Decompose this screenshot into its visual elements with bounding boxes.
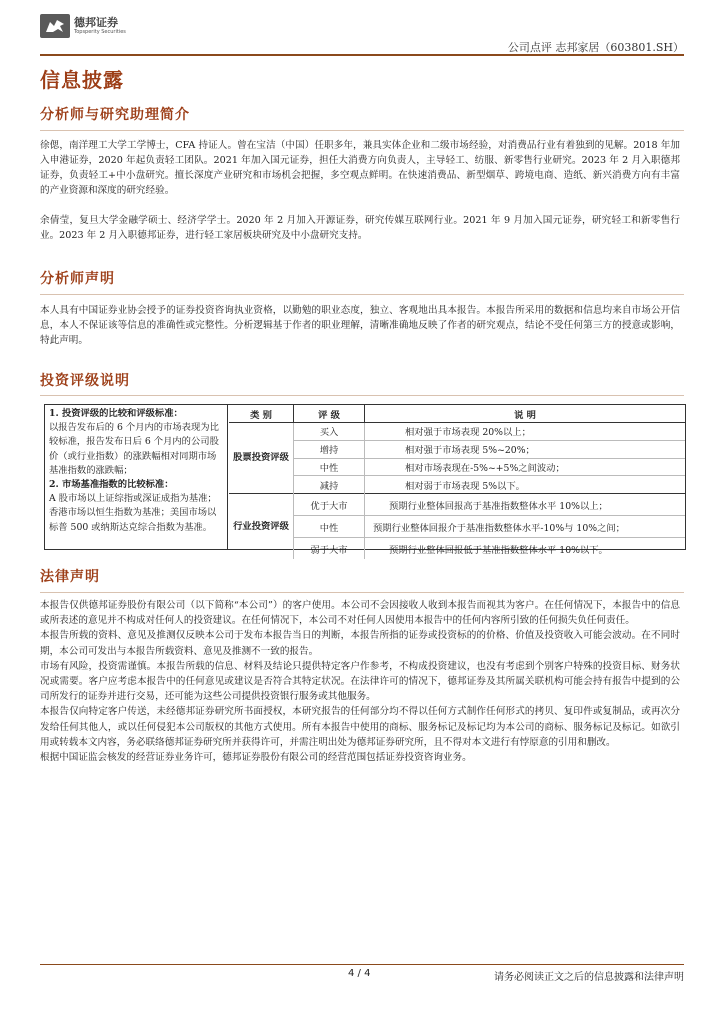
section-divider xyxy=(40,395,684,396)
section-divider xyxy=(40,592,684,593)
footer-note: 请务必阅读正文之后的信息披露和法律声明 xyxy=(494,972,684,983)
company-logo xyxy=(40,14,126,38)
page-header xyxy=(40,12,684,54)
grade-desc: 相对市场表现在-5%~+5%之间波动； xyxy=(365,458,686,476)
footer-divider xyxy=(40,964,684,965)
header-category: 类 别 xyxy=(229,405,294,423)
grade-desc: 预期行业整体回报低于基准指数整体水平 10%以下。 xyxy=(365,538,686,560)
rating-table xyxy=(229,405,685,559)
table-row xyxy=(229,516,685,538)
criteria-text-2: A 股市场以上证综指或深证成指为基准；香港市场以恒生指数为基准；美国市场以标普 500 或纳斯达克综合指数为基准。 xyxy=(49,493,217,533)
analyst-intro-body xyxy=(40,138,680,243)
logo-icon xyxy=(40,14,70,38)
table-row xyxy=(229,440,685,458)
report-type-stock: 公司点评 志邦家居（603801.SH） xyxy=(507,41,684,54)
header-divider xyxy=(40,54,684,56)
page-number: 4 / 4 xyxy=(348,968,371,979)
table-row xyxy=(229,458,685,476)
grade: 优于大市 xyxy=(294,494,365,516)
header-desc: 说 明 xyxy=(365,405,686,423)
criteria-heading-2: 2. 市场基准指数的比较标准： xyxy=(49,479,174,491)
table-row xyxy=(229,476,685,494)
grade: 弱于大市 xyxy=(294,538,365,560)
criteria-heading-1: 1. 投资评级的比较和评级标准： xyxy=(49,408,183,419)
grade-desc: 预期行业整体回报高于基准指数整体水平 10%以上； xyxy=(365,494,686,516)
grade: 买入 xyxy=(294,423,365,441)
table-row xyxy=(229,494,685,516)
page-title: 信息披露 xyxy=(40,68,124,92)
grade: 中性 xyxy=(294,458,365,476)
analyst-bio-2: 余倩莹，复旦大学金融学硕士、经济学学士。2020 年 2 月加入开源证券，研究传媒互联网行业。2021 年 9 月加入国元证券，研究轻工和新零售行业。2023 年 2 月入职德邦证券，进行轻工家居板块研究及中小盘研究支持。 xyxy=(40,215,680,241)
legal-paragraph: 市场有风险，投资需谨慎。本报告所载的信息、材料及结论只提供特定客户作参考，不构成投资建议，也没有考虑到个别客户特殊的投资目标、财务状况或需要。客户应考虑本报告中的任何意见或建议是否符合其特定状况。在法律许可的情况下，德邦证券及其所属关联机构可能会持有报告中提到的公司所发行的证券并进行交易，还可能为这些公司提供投资银行服务或其他服务。 xyxy=(40,660,680,703)
analyst-statement-body: 本人具有中国证券业协会授予的证券投资咨询执业资格，以勤勉的职业态度，独立、客观地出具本报告。本报告所采用的数据和信息均来自市场公开信息，本人不保证该等信息的准确性或完整性。分析逻辑基于作者的职业理解，清晰准确地反映了作者的研究观点，结论不受任何第三方的授意或影响，特此声明。 xyxy=(40,305,680,346)
legal-paragraph: 本报告仅向特定客户传送，未经德邦证券研究所书面授权，本研究报告的任何部分均不得以任何方式制作任何形式的拷贝、复印件或复制品，或再次分发给任何其他人，或以任何侵犯本公司版权的其他方式使用。所有本报告中使用的商标、服务标记及标记均为本公司的商标、服务标记及标记。如欲引用或转载本文内容，务必联络德邦证券研究所并获得许可，并需注明出处为德邦证券研究所，且不得对本文进行有悖原意的引用和删改。 xyxy=(40,706,680,748)
rating-criteria xyxy=(45,405,228,549)
legal-paragraph: 本报告仅供德邦证券股份有限公司（以下简称“本公司”）的客户使用。本公司不会因接收人收到本报告而视其为客户。在任何情况下，本报告中的信息或所表述的意见并不构成对任何人的投资建议。在任何情况下，本公司不对任何人因使用本报告中的任何内容所引致的任何损失负任何责任。 xyxy=(40,600,680,627)
industry-category: 行业投资评级 xyxy=(229,494,294,560)
rating-table-box xyxy=(44,404,686,556)
table-row xyxy=(229,538,685,560)
legal-paragraph: 根据中国证监会核发的经营证券业务许可，德邦证券股份有限公司的经营范围包括证券投资咨询业务。 xyxy=(40,752,472,764)
analyst-bio-1: 徐偲，南洋理工大学工学博士，CFA 持证人。曾在宝洁（中国）任职多年，兼具实体企业和二级市场经验，对消费品行业有着独到的见解。2018 年加入申港证券，2020 年起负责轻工团队。2021 年加入国元证券，担任大消费方向负责人，主导轻工、纺服、新零售行业研究。2023 年 2 月入职德邦证券，负责轻工+中小盘研究。擅长深度产业研究和市场机会把握，多空观点鲜明。在快速消费品、新型烟草、跨境电商、造纸、新兴消费方向有丰富的产业资源和深度的研究经验。 xyxy=(40,140,680,196)
stock-category: 股票投资评级 xyxy=(229,423,294,494)
grade: 中性 xyxy=(294,516,365,538)
section-title-legal: 法律声明 xyxy=(40,569,100,585)
grade-desc: 预期行业整体回报介于基准指数整体水平-10%与 10%之间； xyxy=(365,516,686,538)
section-title-analyst-statement: 分析师声明 xyxy=(40,271,115,287)
section-title-analyst-intro: 分析师与研究助理简介 xyxy=(40,107,190,123)
grade-desc: 相对强于市场表现 5%~20%； xyxy=(365,440,686,458)
legal-body xyxy=(40,598,680,765)
legal-paragraph: 本报告所载的资料、意见及推测仅反映本公司于发布本报告当日的判断，本报告所指的证券或投资标的的价格、价值及投资收入可能会波动。在不同时期，本公司可发出与本报告所载资料、意见及推测不一致的报告。 xyxy=(40,630,680,657)
table-row xyxy=(229,423,685,441)
grade: 增持 xyxy=(294,440,365,458)
logo-cn: 德邦证券 xyxy=(74,16,118,29)
logo-en: Topsperity Securities xyxy=(74,29,126,35)
grade: 减持 xyxy=(294,476,365,494)
grade-desc: 相对弱于市场表现 5%以下。 xyxy=(365,476,686,494)
criteria-text-1: 以报告发布后的 6 个月内的市场表现为比较标准，报告发布日后 6 个月内的公司股价（或行业指数）的涨跌幅相对同期市场基准指数的涨跌幅； xyxy=(49,422,219,476)
section-divider xyxy=(40,294,684,295)
header-grade: 评 级 xyxy=(294,405,365,423)
grade-desc: 相对强于市场表现 20%以上； xyxy=(365,423,686,441)
section-title-rating: 投资评级说明 xyxy=(40,373,130,389)
section-divider xyxy=(40,130,684,131)
